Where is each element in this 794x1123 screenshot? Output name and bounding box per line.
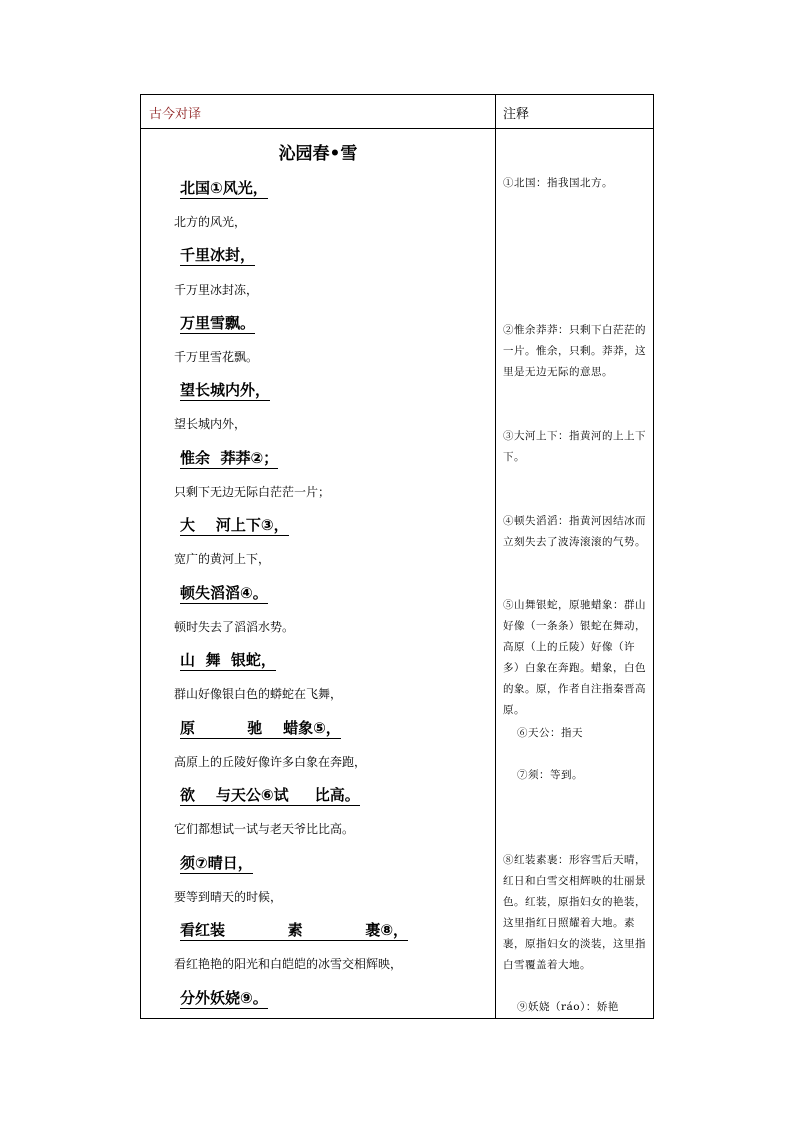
translation-line: 千万里雪花飘。 xyxy=(174,350,259,364)
note-2: ②惟余莽莽：只剩下白茫茫的一片。惟余，只剩。莽莽，这里是无边无际的意思。 xyxy=(503,324,646,378)
original-line: 分外妖娆⑨。 xyxy=(180,989,268,1007)
translation-line: 只剩下无边无际白茫茫一片； xyxy=(174,485,331,499)
translation-line: 北方的风光， xyxy=(174,215,247,229)
translation-line: 高原上的丘陵好像许多白象在奔跑， xyxy=(174,755,367,769)
poem-title: 沁园春•雪 xyxy=(278,144,358,164)
header-notes: 注释 xyxy=(503,107,530,122)
original-line: 千里冰封， xyxy=(180,246,256,264)
original-line: 看红装 素 裹⑧， xyxy=(180,921,409,939)
note-1: ①北国：指我国北方。 xyxy=(503,177,613,189)
note-8: ⑧红装素裹：形容雪后天晴，红日和白雪交相辉映的壮丽景色。红装，原指妇女的艳装，这里指红日照耀着大地。素裹，原指妇女的淡装，这里指白雪覆盖着大地。 xyxy=(503,854,646,971)
column-divider xyxy=(495,95,496,1018)
note-3: ③大河上下：指黄河的上上下下。 xyxy=(503,430,646,463)
note-9: ⑨妖娆（ráo）：娇艳 xyxy=(517,1001,619,1013)
translation-line: 宽广的黄河上下， xyxy=(174,552,271,566)
original-line: 欲 与天公⑥试 比高。 xyxy=(180,786,360,804)
original-line: 大 河上下③， xyxy=(180,516,289,534)
note-7: ⑦须：等到。 xyxy=(517,769,583,781)
original-line: 须⑦晴日， xyxy=(180,854,253,872)
translation-line: 千万里冰封冻， xyxy=(174,283,259,297)
translation-line: 看红艳艳的阳光和白皑皑的冰雪交相辉映， xyxy=(174,957,403,971)
original-line: 望长城内外， xyxy=(180,381,271,399)
note-4: ④顿失滔滔：指黄河因结冰而立刻失去了波涛滚滚的气势。 xyxy=(503,515,646,548)
translation-table xyxy=(140,94,654,1019)
original-line: 顿失滔滔④。 xyxy=(180,584,268,602)
original-line: 万里雪飘。 xyxy=(180,314,256,332)
header-translation: 古今对译 xyxy=(149,107,202,122)
translation-line: 要等到晴天的时候， xyxy=(174,890,283,904)
translation-line: 望长城内外， xyxy=(174,417,247,431)
original-line: 北国①风光， xyxy=(180,179,268,197)
original-line: 惟余 莽莽②； xyxy=(180,449,279,467)
note-6: ⑥天公：指天 xyxy=(517,727,583,739)
header-divider xyxy=(141,128,653,129)
original-line: 山 舞 银蛇， xyxy=(180,651,276,669)
translation-line: 顿时失去了滔滔水势。 xyxy=(174,620,295,634)
note-5: ⑤山舞银蛇，原驰蜡象：群山好像（一条条）银蛇在舞动，高原（上的丘陵）好像（许多）白象在奔跑。蜡象，白色的象。原，作者自注指秦晋高原。 xyxy=(503,599,646,716)
original-line: 原 驰 蜡象⑤， xyxy=(180,719,341,737)
translation-line: 群山好像银白色的蟒蛇在飞舞， xyxy=(174,687,343,701)
translation-line: 它们都想试一试与老天爷比比高。 xyxy=(174,822,355,836)
